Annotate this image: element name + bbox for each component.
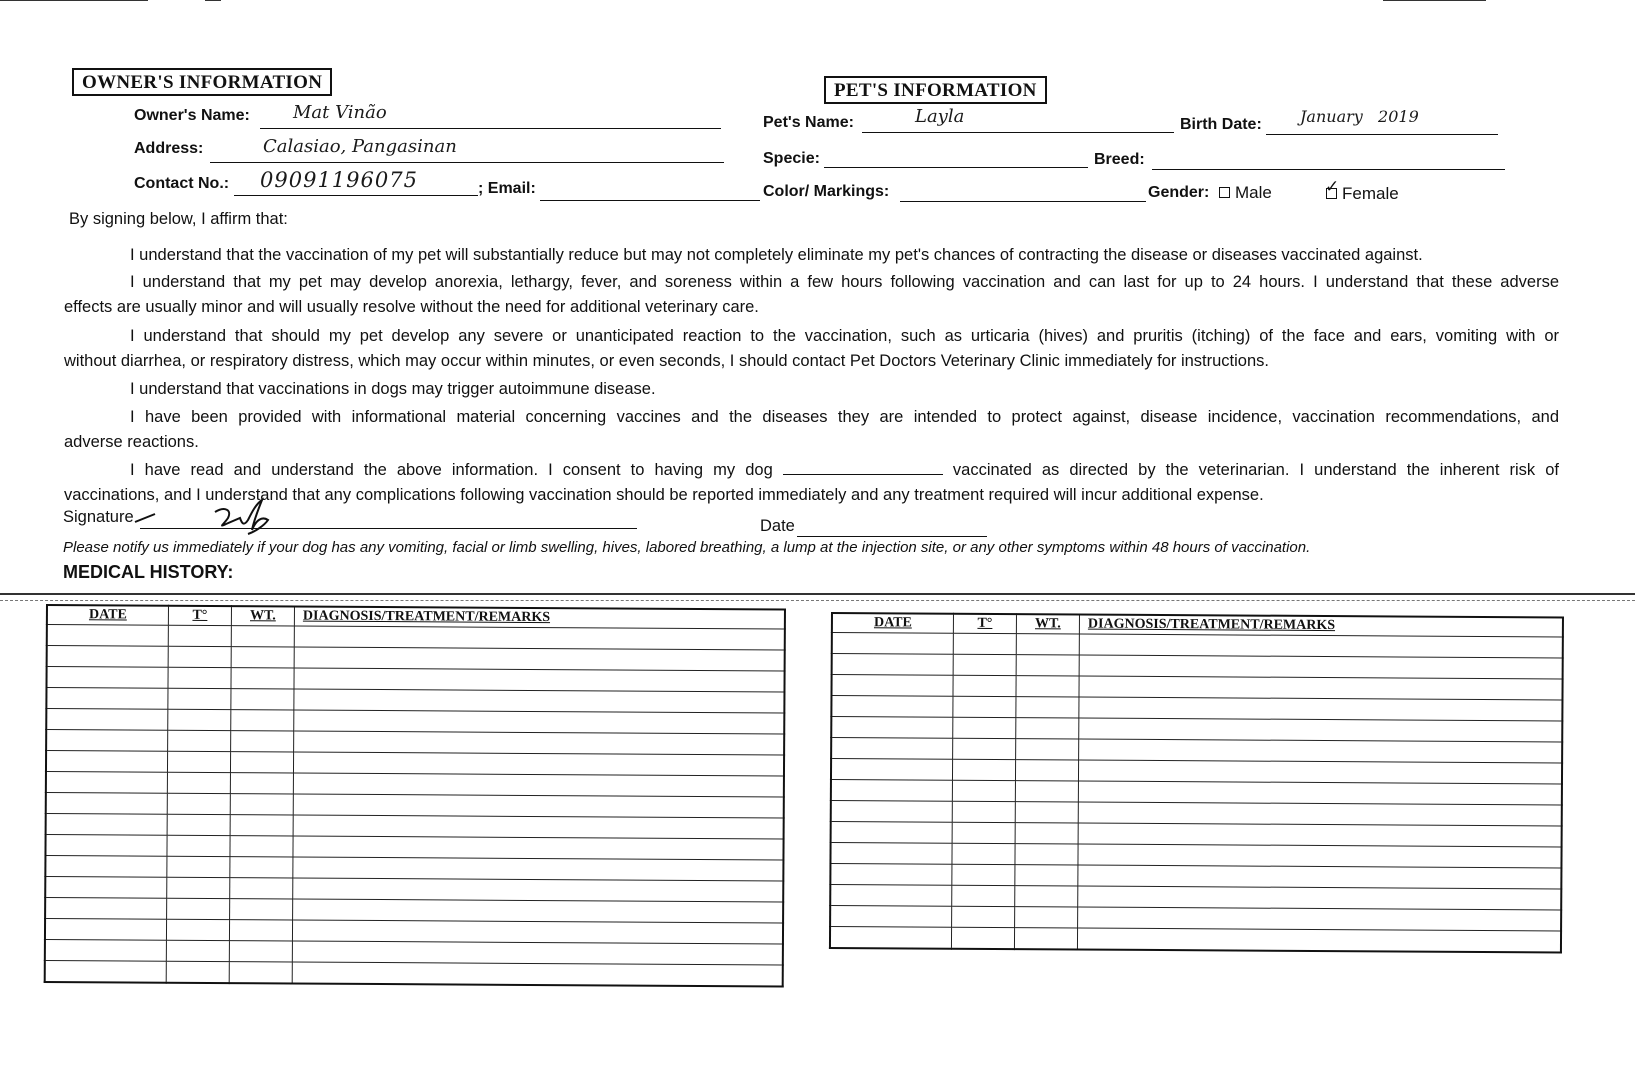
temp-cell[interactable] bbox=[167, 898, 230, 919]
date-cell[interactable] bbox=[831, 780, 953, 802]
date-cell[interactable] bbox=[831, 717, 953, 739]
weight-cell[interactable] bbox=[1015, 886, 1078, 907]
date-cell[interactable] bbox=[831, 801, 953, 823]
weight-cell[interactable] bbox=[1016, 676, 1079, 697]
signature-scribble bbox=[130, 490, 310, 540]
temp-cell[interactable] bbox=[952, 843, 1015, 864]
pet-name-value: Layla bbox=[915, 106, 965, 127]
temp-cell[interactable] bbox=[168, 730, 231, 751]
weight-cell[interactable] bbox=[1015, 907, 1078, 928]
consent-p6-line2: vaccinations, and I understand that any complications following vaccination should be reported immediately and any treatment required will incur additional expense. bbox=[64, 486, 1264, 504]
remarks-cell[interactable] bbox=[1078, 865, 1562, 889]
consent-p6-end: vaccinated as directed by the veterinarian. I understand the inherent risk of bbox=[952, 461, 1559, 479]
temp-cell[interactable] bbox=[953, 654, 1016, 675]
owner-name-line[interactable] bbox=[260, 128, 721, 129]
consent-p3-line1: I understand that should my pet develop any severe or unanticipated reaction to the vaccination, such as urticaria (hives) and pruritis (itching) of the face and ears, vomiting with or bbox=[130, 327, 1559, 345]
remarks-cell[interactable] bbox=[1077, 928, 1561, 952]
temp-cell[interactable] bbox=[168, 625, 231, 646]
remarks-cell[interactable] bbox=[292, 920, 783, 944]
female-label: Female bbox=[1342, 184, 1399, 203]
dog-name-blank[interactable] bbox=[783, 460, 943, 475]
date-cell[interactable] bbox=[831, 738, 953, 760]
consent-paragraph-1 bbox=[64, 243, 1524, 268]
weight-cell[interactable] bbox=[231, 647, 294, 668]
date-cell[interactable] bbox=[46, 688, 168, 710]
col-date: DATE bbox=[832, 613, 954, 633]
remarks-cell[interactable] bbox=[294, 689, 785, 713]
consent-p5-line1: I have been provided with informational material concerning vaccines and the diseases they are intended to protect against, disease incidence, vaccination recommendations, and bbox=[130, 408, 1559, 426]
temp-cell[interactable] bbox=[953, 717, 1016, 738]
medical-history-table-left bbox=[44, 604, 786, 988]
weight-cell[interactable] bbox=[1016, 739, 1079, 760]
temp-cell[interactable] bbox=[952, 780, 1015, 801]
table-row bbox=[45, 960, 783, 986]
date-cell[interactable] bbox=[831, 675, 953, 697]
weight-cell[interactable] bbox=[231, 731, 294, 752]
date-cell[interactable] bbox=[45, 960, 167, 982]
temp-cell[interactable] bbox=[953, 675, 1016, 696]
female-checkbox[interactable] bbox=[1325, 177, 1340, 199]
weight-cell[interactable] bbox=[230, 878, 293, 899]
remarks-cell[interactable] bbox=[293, 773, 784, 797]
temp-cell[interactable] bbox=[953, 633, 1016, 654]
date-cell[interactable] bbox=[45, 835, 167, 857]
weight-cell[interactable] bbox=[231, 710, 294, 731]
col-date: DATE bbox=[47, 605, 169, 625]
date-cell[interactable] bbox=[46, 709, 168, 731]
remarks-cell[interactable] bbox=[293, 878, 784, 902]
temp-cell[interactable] bbox=[168, 709, 231, 730]
remarks-cell[interactable] bbox=[1078, 907, 1562, 931]
consent-p2-line1: I understand that my pet may develop anorexia, lethargy, fever, and soreness within a few hours following vaccination and can last for up to 24 hours. I understand that these adverse bbox=[130, 273, 1559, 291]
remarks-cell[interactable] bbox=[1079, 655, 1563, 679]
remarks-cell[interactable] bbox=[294, 731, 785, 755]
contact-line[interactable] bbox=[234, 195, 478, 196]
remarks-cell[interactable] bbox=[293, 857, 784, 881]
consent-paragraph-3 bbox=[64, 324, 1559, 374]
consent-paragraph-4 bbox=[64, 377, 1064, 402]
weight-cell[interactable] bbox=[1015, 781, 1078, 802]
color-markings-line[interactable] bbox=[900, 201, 1146, 202]
date-cell[interactable] bbox=[45, 856, 167, 878]
remarks-cell[interactable] bbox=[1079, 697, 1563, 721]
temp-cell[interactable] bbox=[953, 696, 1016, 717]
email-line[interactable] bbox=[540, 200, 760, 201]
col-weight: WT. bbox=[1016, 614, 1079, 634]
temp-cell[interactable] bbox=[952, 759, 1015, 780]
date-cell[interactable] bbox=[830, 906, 952, 928]
weight-cell[interactable] bbox=[1016, 697, 1079, 718]
address-label: Address: bbox=[134, 140, 204, 157]
temp-cell[interactable] bbox=[166, 961, 229, 983]
medical-history-title: MEDICAL HISTORY: bbox=[63, 562, 234, 582]
weight-cell[interactable] bbox=[230, 794, 293, 815]
temp-cell[interactable] bbox=[167, 793, 230, 814]
temp-cell[interactable] bbox=[168, 667, 231, 688]
remarks-cell[interactable] bbox=[1078, 760, 1562, 784]
contact-value: 09091196075 bbox=[260, 168, 418, 192]
remarks-cell[interactable] bbox=[293, 752, 784, 776]
specie-line[interactable] bbox=[824, 167, 1088, 168]
weight-cell[interactable] bbox=[229, 920, 292, 941]
gender-female-option[interactable] bbox=[1320, 177, 1399, 204]
consent-intro: By signing below, I affirm that: bbox=[69, 210, 288, 228]
consent-p4: I understand that vaccinations in dogs may trigger autoimmune disease. bbox=[130, 380, 656, 398]
weight-cell[interactable] bbox=[231, 668, 294, 689]
pet-name-label: Pet's Name: bbox=[763, 114, 854, 131]
weight-cell[interactable] bbox=[230, 773, 293, 794]
remarks-cell[interactable] bbox=[1079, 739, 1563, 763]
temp-cell[interactable] bbox=[952, 801, 1015, 822]
address-line[interactable] bbox=[210, 162, 724, 163]
date-cell[interactable] bbox=[46, 814, 168, 836]
remarks-cell[interactable] bbox=[293, 899, 784, 923]
remarks-cell[interactable] bbox=[292, 962, 783, 986]
remarks-cell[interactable] bbox=[294, 647, 785, 671]
temp-cell[interactable] bbox=[166, 940, 229, 961]
col-remarks: DIAGNOSIS/TREATMENT/REMARKS bbox=[1079, 615, 1563, 637]
birth-date-value: January 2019 bbox=[1300, 107, 1419, 126]
date-cell[interactable] bbox=[47, 625, 169, 647]
date-cell[interactable] bbox=[832, 633, 954, 655]
table-row bbox=[830, 927, 1561, 953]
date-cell[interactable] bbox=[45, 919, 167, 941]
remarks-cell[interactable] bbox=[294, 710, 785, 734]
scan-edge-top-right bbox=[1383, 0, 1486, 1]
remarks-cell[interactable] bbox=[293, 836, 784, 860]
temp-cell[interactable] bbox=[951, 927, 1014, 949]
date-cell[interactable] bbox=[46, 667, 168, 689]
remarks-cell[interactable] bbox=[1078, 802, 1562, 826]
temp-cell[interactable] bbox=[952, 885, 1015, 906]
remarks-cell[interactable] bbox=[1078, 886, 1562, 910]
col-temp: T° bbox=[953, 614, 1016, 634]
scan-edge-top-left bbox=[0, 0, 148, 1]
temp-cell[interactable] bbox=[168, 688, 231, 709]
breed-label: Breed: bbox=[1094, 151, 1145, 168]
consent-paragraph-2 bbox=[64, 270, 1559, 320]
consent-p5-line2: adverse reactions. bbox=[64, 433, 199, 451]
color-markings-label: Color/ Markings: bbox=[763, 183, 890, 200]
scan-fold-line-2 bbox=[0, 600, 1635, 601]
temp-cell[interactable] bbox=[167, 814, 230, 835]
temp-cell[interactable] bbox=[166, 919, 229, 940]
consent-p1: I understand that the vaccination of my pet will substantially reduce but may not completely eliminate my pet's chances of contracting the disease or diseases vaccinated against. bbox=[130, 246, 1423, 264]
birth-date-label: Birth Date: bbox=[1180, 116, 1262, 133]
col-remarks: DIAGNOSIS/TREATMENT/REMARKS bbox=[294, 607, 785, 629]
male-label: Male bbox=[1235, 183, 1272, 202]
consent-p2-line2: effects are usually minor and will usually resolve without the need for additional veterinary care. bbox=[64, 298, 759, 316]
notice-text: Please notify us immediately if your dog has any vomiting, facial or limb swelling, hives, labored breathing, a lump at the injection site, or any other symptoms within 48 hours of vaccination. bbox=[63, 539, 1311, 556]
pet-name-line[interactable] bbox=[862, 132, 1174, 133]
weight-cell[interactable] bbox=[231, 689, 294, 710]
scan-edge-top-mid bbox=[205, 0, 221, 1]
date-cell[interactable] bbox=[45, 877, 167, 899]
address-value: Calasiao, Pangasinan bbox=[263, 136, 457, 157]
owner-name-label: Owner's Name: bbox=[134, 107, 250, 124]
pet-info-title: PET'S INFORMATION bbox=[824, 76, 1047, 104]
consent-p3-line2: without diarrhea, or respiratory distress, which may occur within minutes, or even seconds, I should contact Pet Doctors Veterinary Clinic immediately for instructions. bbox=[64, 352, 1269, 370]
temp-cell[interactable] bbox=[167, 856, 230, 877]
birth-date-line[interactable] bbox=[1266, 134, 1498, 135]
weight-cell[interactable] bbox=[229, 941, 292, 962]
weight-cell[interactable] bbox=[230, 752, 293, 773]
date-label: Date bbox=[760, 517, 795, 535]
weight-cell[interactable] bbox=[1016, 634, 1079, 655]
remarks-cell[interactable] bbox=[293, 794, 784, 818]
weight-cell[interactable] bbox=[1016, 655, 1079, 676]
date-cell[interactable] bbox=[47, 646, 169, 668]
weight-cell[interactable] bbox=[1015, 865, 1078, 886]
gender-label: Gender: bbox=[1148, 184, 1210, 201]
date-cell[interactable] bbox=[832, 654, 954, 676]
remarks-cell[interactable] bbox=[1079, 718, 1563, 742]
weight-cell[interactable] bbox=[1015, 844, 1078, 865]
male-checkbox[interactable] bbox=[1219, 187, 1230, 198]
remarks-cell[interactable] bbox=[1079, 634, 1563, 658]
date-cell[interactable] bbox=[830, 927, 952, 949]
consent-p6-start: I have read and understand the above information. I consent to having my dog bbox=[130, 461, 773, 479]
check-mark-icon: ✓ bbox=[1325, 177, 1340, 197]
weight-cell[interactable] bbox=[1014, 928, 1077, 950]
col-temp: T° bbox=[168, 606, 231, 626]
temp-cell[interactable] bbox=[167, 835, 230, 856]
medical-history-table-right bbox=[829, 612, 1564, 953]
date-cell[interactable] bbox=[46, 751, 168, 773]
date-cell[interactable] bbox=[46, 793, 168, 815]
owner-info-title: OWNER'S INFORMATION bbox=[72, 68, 332, 96]
date-cell[interactable] bbox=[831, 822, 953, 844]
temp-cell[interactable] bbox=[167, 772, 230, 793]
temp-cell[interactable] bbox=[167, 751, 230, 772]
remarks-cell[interactable] bbox=[293, 815, 784, 839]
date-cell[interactable] bbox=[45, 898, 167, 920]
temp-cell[interactable] bbox=[168, 646, 231, 667]
weight-cell[interactable] bbox=[1015, 802, 1078, 823]
remarks-cell[interactable] bbox=[1078, 844, 1562, 868]
email-label: ; Email: bbox=[478, 180, 536, 197]
contact-label: Contact No.: bbox=[134, 175, 230, 192]
date-cell[interactable] bbox=[46, 730, 168, 752]
col-weight: WT. bbox=[231, 606, 294, 626]
remarks-cell[interactable] bbox=[294, 626, 785, 650]
remarks-cell[interactable] bbox=[1079, 676, 1563, 700]
weight-cell[interactable] bbox=[1015, 823, 1078, 844]
date-cell[interactable] bbox=[831, 759, 953, 781]
weight-cell[interactable] bbox=[229, 962, 292, 984]
consent-p6-line1 bbox=[64, 458, 1559, 483]
temp-cell[interactable] bbox=[953, 738, 1016, 759]
date-cell[interactable] bbox=[831, 696, 953, 718]
breed-line[interactable] bbox=[1152, 169, 1505, 170]
weight-cell[interactable] bbox=[1016, 718, 1079, 739]
weight-cell[interactable] bbox=[230, 815, 293, 836]
remarks-cell[interactable] bbox=[1078, 781, 1562, 805]
date-cell[interactable] bbox=[830, 843, 952, 865]
owner-name-value: Mat Vinão bbox=[293, 102, 387, 123]
gender-male-option[interactable] bbox=[1213, 183, 1272, 203]
weight-cell[interactable] bbox=[230, 857, 293, 878]
remarks-cell[interactable] bbox=[292, 941, 783, 965]
date-cell[interactable] bbox=[46, 772, 168, 794]
signature-label: Signature bbox=[63, 508, 134, 526]
temp-cell[interactable] bbox=[952, 864, 1015, 885]
temp-cell[interactable] bbox=[952, 822, 1015, 843]
scan-fold-line bbox=[0, 593, 1635, 595]
date-cell[interactable] bbox=[830, 864, 952, 886]
weight-cell[interactable] bbox=[230, 836, 293, 857]
weight-cell[interactable] bbox=[1015, 760, 1078, 781]
date-cell[interactable] bbox=[45, 939, 167, 961]
temp-cell[interactable] bbox=[167, 877, 230, 898]
specie-label: Specie: bbox=[763, 150, 820, 167]
consent-paragraph-5 bbox=[64, 405, 1559, 455]
temp-cell[interactable] bbox=[952, 906, 1015, 927]
remarks-cell[interactable] bbox=[1078, 823, 1562, 847]
date-line[interactable] bbox=[797, 536, 987, 537]
remarks-cell[interactable] bbox=[294, 668, 785, 692]
weight-cell[interactable] bbox=[230, 899, 293, 920]
weight-cell[interactable] bbox=[231, 626, 294, 647]
date-cell[interactable] bbox=[830, 885, 952, 907]
